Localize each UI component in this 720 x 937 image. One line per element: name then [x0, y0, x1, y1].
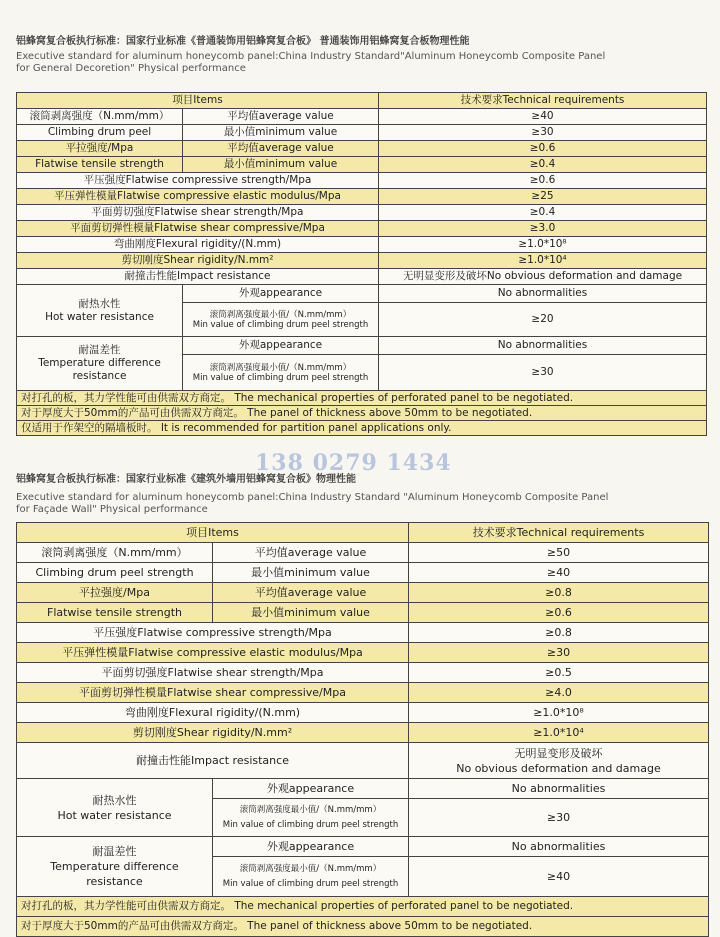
compressive-value: ≥0.6 — [379, 173, 707, 189]
peel-label-en-2: Climbing drum peel strength — [17, 563, 213, 583]
temp-minpeel-en-2: Min value of climbing drum peel strength — [222, 878, 399, 889]
temp-minpeel-label — [183, 355, 379, 391]
flat-avg-label: 平均值average value — [183, 141, 379, 157]
temp-minpeel-en: Min value of climbing drum peel strength — [192, 372, 369, 383]
shear-rigidity-value-2: ≥1.0*10⁴ — [409, 723, 709, 743]
temp-appearance-value-2: No abnormalities — [409, 837, 709, 857]
hot-water-label — [17, 285, 183, 337]
peel-min-value: ≥30 — [379, 125, 707, 141]
note-partition: 仅适用于作架空的隔墙板时。 It is recommended for partition panel applications only. — [17, 421, 707, 436]
flat-label: 平拉强度/Mpa — [17, 141, 183, 157]
hot-minpeel-value-2: ≥30 — [409, 799, 709, 837]
hot-minpeel-en-2: Min value of climbing drum peel strength — [222, 819, 399, 830]
note-perforated-2: 对打孔的板，其力学性能可由供需双方商定。 The mechanical properties of perforated panel to be negotiated. — [17, 897, 709, 917]
hot-minpeel-en: Min value of climbing drum peel strength — [192, 319, 369, 330]
shear-modulus-label-2: 平面剪切弹性模量Flatwise shear compressive/Mpa — [17, 683, 409, 703]
peel-avg-label-2: 平均值average value — [213, 543, 409, 563]
flexural-label-2: 弯曲刚度Flexural rigidity/(N.mm) — [17, 703, 409, 723]
temp-appearance-label-2: 外观appearance — [213, 837, 409, 857]
impact-value-2 — [409, 743, 709, 779]
peel-avg-label: 平均值average value — [183, 109, 379, 125]
note-thickness: 对于厚度大于50mm的产品可由供需双方商定。 The panel of thickness above 50mm to be negotiated. — [17, 406, 707, 421]
hot-water-label-2 — [17, 779, 213, 837]
temp-diff-label-cn-2: 耐温差性 — [92, 845, 137, 858]
peel-min-value-2: ≥40 — [409, 563, 709, 583]
col-items-header: 项目Items — [17, 93, 379, 109]
shear-modulus-value-2: ≥4.0 — [409, 683, 709, 703]
standard1-table — [16, 92, 707, 436]
impact-value-2-cn: 无明显变形及破坏 — [514, 746, 603, 760]
shear-label: 平面剪切强度Flatwise shear strength/Mpa — [17, 205, 379, 221]
temp-minpeel-value-2: ≥40 — [409, 857, 709, 897]
hot-water-label-cn-2: 耐热水性 — [92, 793, 137, 807]
peel-label-en: Climbing drum peel — [17, 125, 183, 141]
impact-label-2: 耐撞击性能Impact resistance — [17, 743, 409, 779]
hot-water-label-cn: 耐热水性 — [78, 297, 121, 310]
shear-rigidity-value: ≥1.0*10⁴ — [379, 253, 707, 269]
peel-avg-value-2: ≥50 — [409, 543, 709, 563]
shear-modulus-value: ≥3.0 — [379, 221, 707, 237]
standard2-header-en1: Executive standard for aluminum honeycomb panel:China Industry Standard "Aluminum Honeycomb Composite Panel — [16, 492, 609, 503]
shear-label-2: 平面剪切强度Flatwise shear strength/Mpa — [17, 663, 409, 683]
shear-rigidity-label-2: 剪切刚度Shear rigidity/N.mm² — [17, 723, 409, 743]
shear-value-2: ≥0.5 — [409, 663, 709, 683]
shear-rigidity-label: 剪切刚度Shear rigidity/N.mm² — [17, 253, 379, 269]
modulus-label: 平压弹性模量Flatwise compressive elastic modulus/Mpa — [17, 189, 379, 205]
temp-diff-label-en2: resistance — [72, 370, 127, 382]
temp-diff-label-cn: 耐温差性 — [78, 344, 121, 356]
hot-appearance-value: No abnormalities — [379, 285, 707, 303]
shear-modulus-label: 平面剪切弹性模量Flatwise shear compressive/Mpa — [17, 221, 379, 237]
flat-avg-value-2: ≥0.8 — [409, 583, 709, 603]
standard1-header-cn: 铝蜂窝复合板执行标准：国家行业标准《普通装饰用铝蜂窝复合板》 普通装饰用铝蜂窝复合板物理性能 — [16, 36, 470, 47]
note-perforated: 对打孔的板，其力学性能可由供需双方商定。 The mechanical properties of perforated panel to be negotiated. — [17, 391, 707, 406]
flat-min-value: ≥0.4 — [379, 157, 707, 173]
modulus-label-2: 平压弹性模量Flatwise compressive elastic modulus/Mpa — [17, 643, 409, 663]
peel-min-label-2: 最小值minimum value — [213, 563, 409, 583]
hot-appearance-value-2: No abnormalities — [409, 779, 709, 799]
compressive-value-2: ≥0.8 — [409, 623, 709, 643]
compressive-label: 平压强度Flatwise compressive strength/Mpa — [17, 173, 379, 189]
flat-min-label-2: 最小值minimum value — [213, 603, 409, 623]
peel-label-2: 滚筒剥离强度（N.mm/mm） — [17, 543, 213, 563]
peel-avg-value: ≥40 — [379, 109, 707, 125]
hot-minpeel-cn: 滚筒剥离强度最小值/（N.mm/mm） — [209, 309, 352, 320]
flexural-value: ≥1.0*10⁸ — [379, 237, 707, 253]
compressive-label-2: 平压强度Flatwise compressive strength/Mpa — [17, 623, 409, 643]
flat-avg-value: ≥0.6 — [379, 141, 707, 157]
hot-water-label-en-2: Hot water resistance — [57, 808, 172, 822]
impact-value-2-en: No obvious deformation and damage — [456, 761, 661, 775]
hot-minpeel-value: ≥20 — [379, 303, 707, 337]
hot-appearance-label: 外观appearance — [183, 285, 379, 303]
col-requirements-header: 技术要求Technical requirements — [379, 93, 707, 109]
peel-label: 滚筒剥离强度（N.mm/mm） — [17, 109, 183, 125]
standard1-header-en2: for General Decoretion" Physical performance — [16, 63, 246, 74]
temp-appearance-value: No abnormalities — [379, 337, 707, 355]
standard1-header-en1: Executive standard for aluminum honeycomb panel:China Industry Standard"Aluminum Honeycomb Composite Panel — [16, 51, 606, 62]
hot-appearance-label-2: 外观appearance — [213, 779, 409, 799]
flexural-value-2: ≥1.0*10⁸ — [409, 703, 709, 723]
impact-value: 无明显变形及破坏No obvious deformation and damage — [379, 269, 707, 285]
col-requirements-header-2: 技术要求Technical requirements — [409, 523, 709, 543]
temp-minpeel-value: ≥30 — [379, 355, 707, 391]
temp-minpeel-label-2 — [213, 857, 409, 897]
flexural-label: 弯曲刚度Flexural rigidity/(N.mm) — [17, 237, 379, 253]
peel-min-label: 最小值minimum value — [183, 125, 379, 141]
temp-appearance-label: 外观appearance — [183, 337, 379, 355]
temp-diff-label-en1-2: Temperature difference — [50, 860, 179, 873]
col-items-header-2: 项目Items — [17, 523, 409, 543]
hot-minpeel-label — [183, 303, 379, 337]
modulus-value: ≥25 — [379, 189, 707, 205]
temp-minpeel-cn-2: 滚筒剥离强度最小值/（N.mm/mm） — [239, 863, 382, 874]
temp-diff-label-en1: Temperature difference — [38, 357, 161, 369]
modulus-value-2: ≥30 — [409, 643, 709, 663]
impact-label: 耐撞击性能Impact resistance — [17, 269, 379, 285]
temp-diff-label-2 — [17, 837, 213, 897]
shear-value: ≥0.4 — [379, 205, 707, 221]
flat-label-en: Flatwise tensile strength — [17, 157, 183, 173]
flat-label-2: 平拉强度/Mpa — [17, 583, 213, 603]
flat-label-en-2: Flatwise tensile strength — [17, 603, 213, 623]
flat-avg-label-2: 平均值average value — [213, 583, 409, 603]
standard2-header-cn: 铝蜂窝复合板执行标准：国家行业标准《建筑外墙用铝蜂窝复合板》物理性能 — [16, 474, 356, 485]
standard1-header — [16, 36, 605, 75]
standard2-header — [16, 474, 608, 516]
flat-min-label: 最小值minimum value — [183, 157, 379, 173]
hot-water-label-en: Hot water resistance — [45, 310, 154, 323]
hot-minpeel-label-2 — [213, 799, 409, 837]
phone-watermark: 138 0279 1434 — [255, 450, 452, 476]
temp-diff-label — [17, 337, 183, 391]
standard2-table — [16, 522, 709, 937]
note-thickness-2: 对于厚度大于50mm的产品可由供需双方商定。 The panel of thickness above 50mm to be negotiated. — [17, 917, 709, 937]
flat-min-value-2: ≥0.6 — [409, 603, 709, 623]
hot-minpeel-cn-2: 滚筒剥离强度最小值/（N.mm/mm） — [239, 804, 382, 815]
standard2-header-en2: for Façade Wall" Physical performance — [16, 504, 208, 515]
temp-diff-label-en2-2: resistance — [86, 875, 143, 888]
temp-minpeel-cn: 滚筒剥离强度最小值/（N.mm/mm） — [209, 362, 352, 373]
